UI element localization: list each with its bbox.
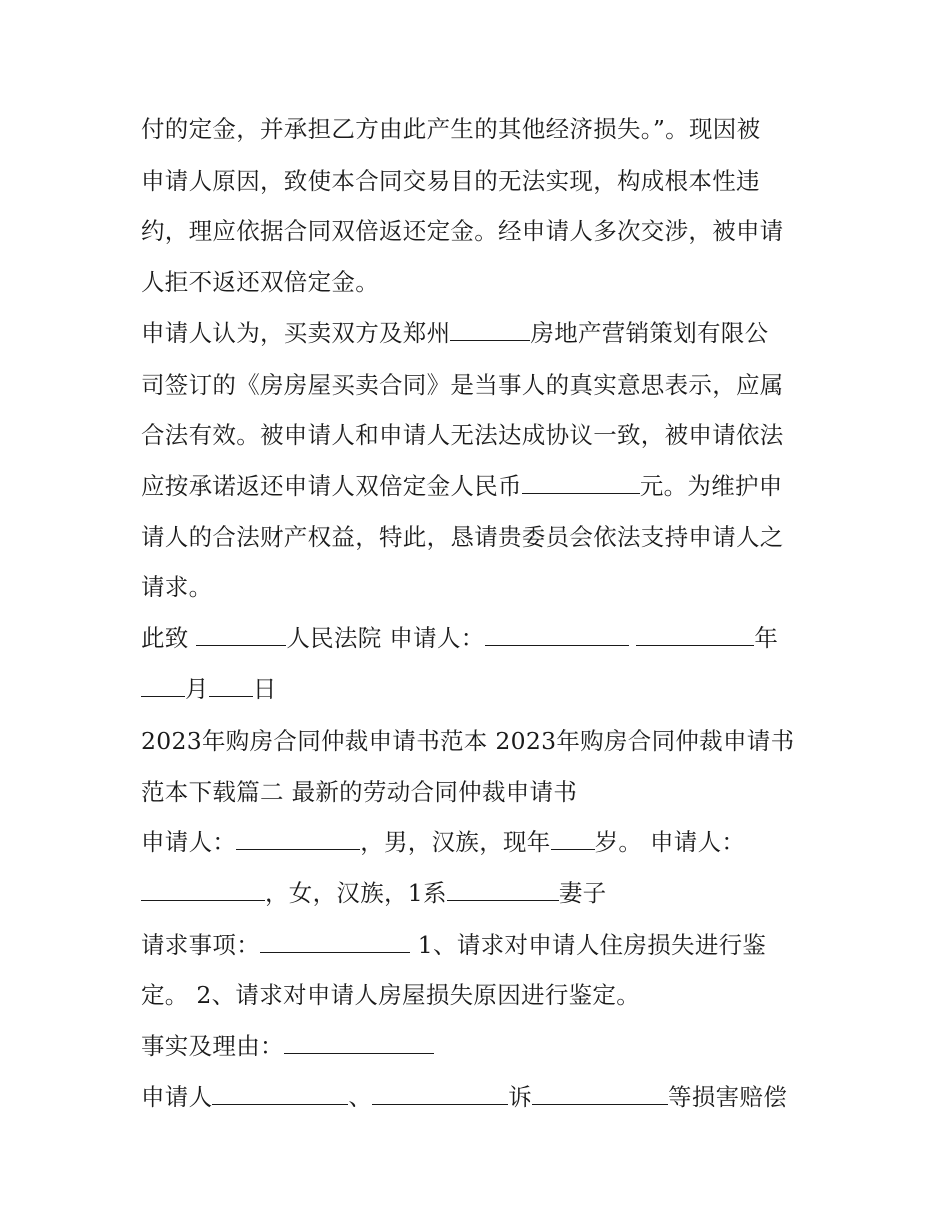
paragraph-line: 合法有效。被申请人和申请人无法达成协议一致，被申请依法 <box>141 421 784 449</box>
text-segment: 年 <box>754 624 779 652</box>
text-segment: 妻子 <box>558 879 607 907</box>
fill-blank <box>141 878 265 901</box>
fill-blank <box>260 930 410 953</box>
text-segment: 申请人 <box>141 1083 213 1111</box>
text-segment: 月 <box>185 675 209 703</box>
text-segment: 应按承诺返还申请人双倍定金人民币 <box>141 472 522 500</box>
text-segment: 人民法院 申请人： <box>286 624 485 652</box>
text-segment: 元。为维护申 <box>639 472 783 500</box>
paragraph-line: 请人的合法财产权益，特此，恳请贵委员会依法支持申请人之 <box>141 523 784 551</box>
fill-blank <box>209 674 253 697</box>
text-segment: 申请人： <box>141 828 237 856</box>
closing-date-line <box>141 673 277 705</box>
text-segment: 、 <box>348 1083 373 1111</box>
fill-blank <box>284 1031 434 1054</box>
paragraph-line: 付的定金，并承担乙方由此产生的其他经济损失。”。现因被 <box>141 115 761 143</box>
text-segment: 1、请求对申请人住房损失进行鉴 <box>410 931 767 959</box>
closing-line <box>141 622 778 654</box>
text-segment: 此致 <box>141 624 197 652</box>
paragraph-line <box>141 317 768 349</box>
paragraph-line: 申请人原因，致使本合同交易目的无法实现，构成根本性违 <box>141 167 760 195</box>
section-title: 范本下载篇二 最新的劳动合同仲裁申请书 <box>141 778 578 806</box>
text-segment: 事实及理由： <box>141 1032 284 1060</box>
fill-blank <box>485 623 629 646</box>
applicant-line <box>141 877 606 909</box>
text-segment: ，女，汉族，1系 <box>265 879 447 907</box>
paragraph-line: 人拒不返还双倍定金。 <box>141 268 379 296</box>
fill-blank <box>212 1082 348 1105</box>
paragraph-line <box>141 470 783 502</box>
paragraph-line: 约，理应依据合同双倍返还定金。经申请人多次交涉，被申请 <box>141 217 784 245</box>
paragraph-line: 请求。 <box>141 573 213 601</box>
text-segment: 日 <box>252 675 277 703</box>
section-title: 2023年购房合同仲裁申请书范本 2023年购房合同仲裁申请书 <box>141 727 795 755</box>
fill-blank <box>532 1082 668 1105</box>
paragraph-line: 司签订的《房房屋买卖合同》是当事人的真实意思表示，应属 <box>141 371 784 399</box>
claim-line <box>141 1081 787 1113</box>
fill-blank <box>372 1082 508 1105</box>
fill-blank <box>522 471 640 494</box>
text-segment: 岁。 申请人： <box>594 828 746 856</box>
facts-line <box>141 1030 434 1062</box>
text-segment: 等损害赔偿 <box>668 1083 788 1111</box>
applicant-line <box>141 826 745 858</box>
request-line <box>141 929 766 961</box>
text-segment: 房地产营销策划有限公 <box>530 319 769 347</box>
text-segment: 申请人认为，买卖双方及郑州 <box>141 319 451 347</box>
fill-blank <box>141 674 185 697</box>
text-segment: ，男，汉族，现年 <box>360 828 551 856</box>
fill-blank <box>447 878 559 901</box>
fill-blank <box>196 623 286 646</box>
text-segment: 请求事项： <box>141 931 260 959</box>
fill-blank <box>636 623 754 646</box>
text-segment: 诉 <box>508 1083 533 1111</box>
fill-blank <box>236 827 360 850</box>
fill-blank <box>450 318 530 341</box>
request-line: 定。 2、请求对申请人房屋损失原因进行鉴定。 <box>141 981 641 1009</box>
fill-blank <box>551 827 595 850</box>
